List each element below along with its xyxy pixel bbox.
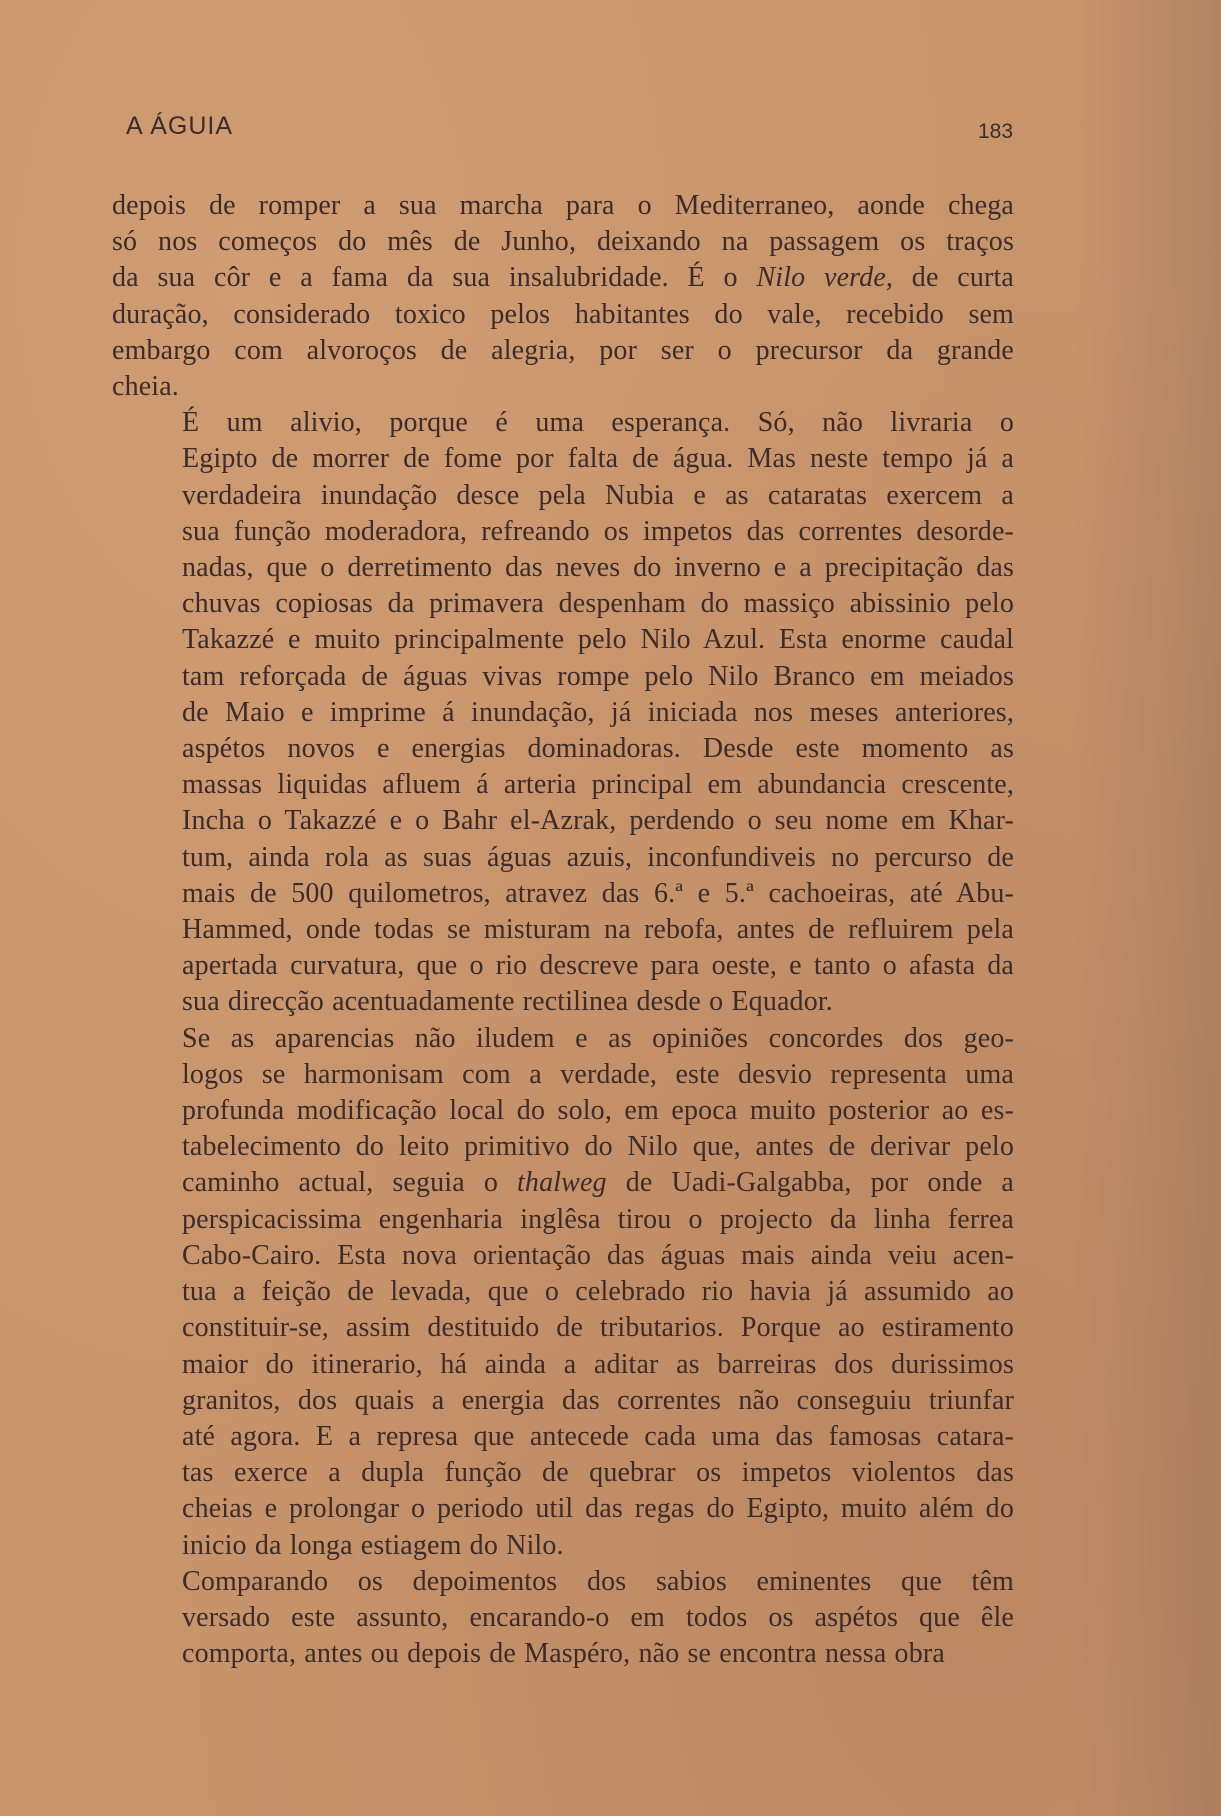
text-line: Se as aparencias não iludem e as opiniões concordes dos geo- [182, 1022, 1014, 1054]
italic-term: thalweg [516, 1167, 607, 1199]
text-line: só nos começos do mês de Junho, deixando na passagem os traços [112, 226, 1014, 258]
text-line: tabelecimento do leito primitivo do Nilo que, antes de derivar pelo [182, 1131, 1014, 1163]
text-line: depois de romper a sua marcha para o Mediterraneo, aonde chega [112, 190, 1014, 221]
text-line: aspétos novos e energias dominadoras. Desde este momento as [182, 733, 1014, 765]
text-line: chuvas copiosas da primavera despenham do massiço abissinio pelo [182, 588, 1014, 620]
text-line: tua a feição de levada, que o celebrado rio havia já assumido ao [182, 1276, 1014, 1308]
text-line: comporta, antes ou depois de Maspéro, não se encontra nessa obra [182, 1638, 945, 1670]
text-line: É um alivio, porque é uma esperança. Só, não livraria o [182, 407, 1014, 439]
text-line: versado este assunto, encarando-o em todos os aspétos que êle [182, 1601, 1014, 1633]
text-line: inicio da longa estiagem do Nilo. [182, 1529, 564, 1561]
paragraph [112, 1564, 1014, 1673]
text-line: Cabo-Cairo. Esta nova orientação das águas mais ainda veiu acen- [182, 1239, 1014, 1271]
text-line: verdadeira inundação desce pela Nubia e as cataratas exercem a [182, 479, 1014, 511]
text-line: da sua côr e a fama da sua insalubridade. É o Nilo verde, de curta [112, 262, 1014, 294]
text-line: maior do itinerario, há ainda a aditar as barreiras dos durissimos [182, 1348, 1014, 1380]
text-line: apertada curvatura, que o rio descreve para oeste, e tanto o afasta da [182, 950, 1014, 982]
text-line: perspicacissima engenharia inglêsa tirou o projecto da linha ferrea [182, 1203, 1014, 1235]
page-number: 183 [978, 120, 1014, 143]
paragraph [112, 405, 1014, 1020]
text-line: mais de 500 quilometros, atravez das 6.ª e 5.ª cachoeiras, até Abu- [182, 877, 1014, 909]
text-line: até agora. E a represa que antecede cada uma das famosas catara- [182, 1420, 1014, 1452]
italic-term: Nilo verde, [756, 262, 894, 294]
text-line: embargo com alvoroços de alegria, por ser o precursor da grande [112, 334, 1014, 366]
text-line: Incha o Takazzé e o Bahr el-Azrak, perdendo o seu nome em Khar- [182, 805, 1014, 837]
text-line: massas liquidas afluem á arteria principal em abundancia crescente, [182, 769, 1014, 801]
text-line: sua direcção acentuadamente rectilinea desde o Equador. [182, 986, 833, 1018]
text-line: Egipto de morrer de fome por falta de água. Mas neste tempo já a [182, 443, 1014, 475]
text-line: tum, ainda rola as suas águas azuis, inconfundiveis no percurso de [182, 841, 1014, 873]
text-line: logos se harmonisam com a verdade, este desvio representa uma [182, 1058, 1014, 1090]
text-line: Takazzé e muito principalmente pelo Nilo Azul. Esta enorme caudal [182, 624, 1014, 656]
text-line: tas exerce a dupla função de quebrar os impetos violentos das [182, 1457, 1014, 1489]
text-line: Comparando os depoimentos dos sabios eminentes que têm [182, 1565, 1014, 1597]
text-line: tam reforçada de águas vivas rompe pelo Nilo Branco em meiados [182, 660, 1014, 692]
text-line: profunda modificação local do solo, em epoca muito posterior ao es- [182, 1095, 1014, 1127]
text-line: caminho actual, seguia o thalweg de Uadi-Galgabba, por onde a [182, 1167, 1014, 1199]
text-line: cheia. [112, 371, 179, 403]
paragraph [112, 1021, 1014, 1564]
text-line: duração, considerado toxico pelos habitantes do vale, recebido sem [112, 298, 1014, 330]
text-line: constituir-se, assim destituido de tributarios. Porque ao estiramento [182, 1312, 1014, 1344]
paragraph [112, 188, 1014, 405]
body-text [112, 188, 1014, 1672]
text-line: Hammed, onde todas se misturam na rebofa, antes de refluirem pela [182, 914, 1014, 946]
text-line: granitos, dos quais a energia das correntes não conseguiu triunfar [182, 1384, 1014, 1416]
running-title: A ÁGUIA [126, 112, 234, 140]
text-line: de Maio e imprime á inundação, já iniciada nos meses anteriores, [182, 696, 1014, 728]
text-line: sua função moderadora, refreando os impetos das correntes desorde- [182, 515, 1014, 547]
text-line: cheias e prolongar o periodo util das regas do Egipto, muito além do [182, 1493, 1014, 1525]
text-line: nadas, que o derretimento das neves do inverno e a precipitação das [182, 552, 1014, 584]
